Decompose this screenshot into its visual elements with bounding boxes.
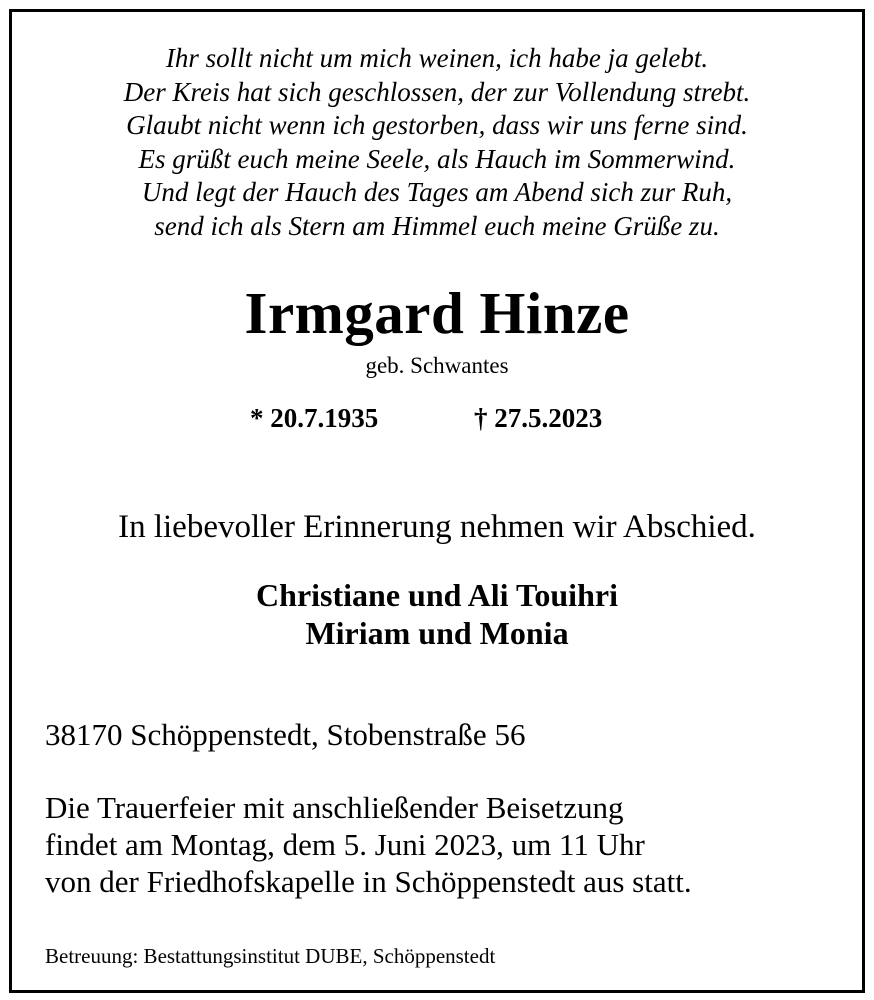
ceremony-line: Die Trauerfeier mit anschließender Beisetzung — [45, 790, 624, 825]
care-note: Betreuung: Bestattungsinstitut DUBE, Schöppenstedt — [45, 944, 496, 968]
obituary-frame — [9, 9, 865, 993]
ceremony-info — [45, 789, 692, 900]
poem-line: Glaubt nicht wenn ich gestorben, dass wir uns ferne sind. — [126, 110, 748, 140]
death-date: † 27.5.2023 — [474, 403, 603, 433]
poem — [12, 42, 862, 243]
poem-line: Ihr sollt nicht um mich weinen, ich habe ja gelebt. — [165, 43, 709, 73]
remembrance-text: In liebevoller Erinnerung nehmen wir Abschied. — [118, 509, 756, 545]
poem-line: Es grüßt euch meine Seele, als Hauch im Sommerwind. — [138, 143, 736, 174]
ceremony-line: findet am Montag, dem 5. Juni 2023, um 11 Uhr — [45, 827, 645, 862]
family-line: Miriam und Monia — [305, 615, 569, 651]
address: 38170 Schöppenstedt, Stobenstraße 56 — [45, 717, 526, 752]
family-line: Christiane und Ali Touihri — [256, 577, 618, 613]
maiden-name: geb. Schwantes — [365, 353, 509, 378]
birth-date: * 20.7.1935 — [250, 403, 379, 433]
deceased-name: Irmgard Hinze — [244, 280, 630, 346]
poem-line: Der Kreis hat sich geschlossen, der zur Vollendung strebt. — [123, 76, 751, 107]
family-names — [12, 576, 862, 652]
poem-line: Und legt der Hauch des Tages am Abend sich zur Ruh, — [141, 177, 733, 207]
poem-line: send ich als Stern am Himmel euch meine Grüße zu. — [154, 210, 720, 241]
ceremony-line: von der Friedhofskapelle in Schöppenstedt aus statt. — [45, 864, 692, 899]
